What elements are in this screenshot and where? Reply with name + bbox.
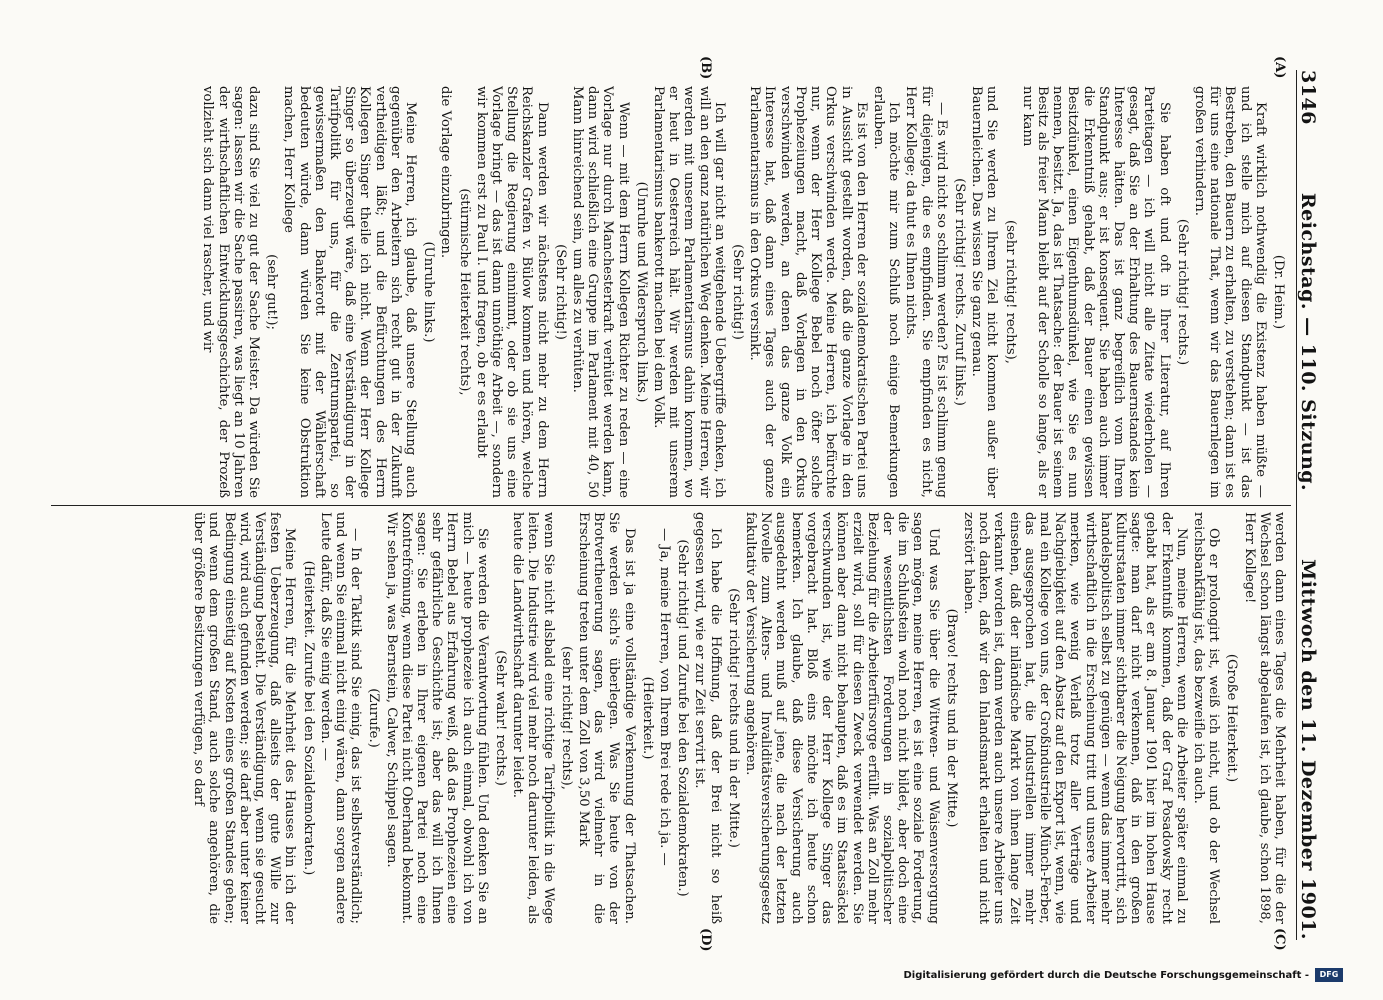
header-title: Reichstag. — 110. Sitzung. [1297, 192, 1319, 492]
margin-marker-c: (C) [1272, 928, 1287, 951]
page-header [1296, 70, 1323, 940]
paragraph: Nun, meine Herren, wenn die Arbeiter später einmal zu der Erkenntniß kommen, daß der Graf Posadowsky recht gehabt hat, als er am 8. Januar 1901 hier im hohen Hause sagte: man darf nicht verkennen, daß in den großen Kulturstaaten immer sichtbarer die Neigung hervortritt, sich handelspolitisch selbst zu genügen — wenn das immer mehr wirthschaftlich in die Erscheinung tritt und unsere Arbeiter merken, wie wenig Verlaß trotz aller Verträge und Nachgiebigkeit auf den Absatz auf den Export ist, wenn, wie mal ein Kollege von uns, der Großindustrielle Münch-Ferber, das ausgesprochen hat, die Industriellen immer mehr einsehen, daß der inländische Markt von ihnen lange Zeit verkannt worden ist, dann werden auch unsere Arbeiter uns noch danken, daß wir den Inlandsmarkt erhalten und nicht zerstört haben. [960, 512, 1189, 924]
paragraph: — In der Taktik sind Sie einig, das ist selbstverständlich; und wenn Sie einmal nicht einig wären, dann sorgen andere Leute dafür, daß Sie einig werden. — [317, 512, 364, 924]
margin-marker-d: (D) [698, 928, 713, 952]
interjection: (sehr richtig! rechts), [558, 646, 574, 790]
left-column [57, 86, 1287, 498]
paragraph: wenn Sie nicht alsbald eine richtige Tarifpolitik in die Wege leiten. Die Industrie wird viel mehr noch darunter leiden, als heute die Landwirthschaft darunter leidet. [510, 512, 556, 924]
right-column [57, 512, 1287, 924]
paragraph: — Ja, meine Herren, von Ihrem Brei rede ich ja. — [657, 528, 673, 866]
paragraph: Wenn — mit dem Herrn Kollegen Richter zu reden — eine Vorlage nur durch Manchesterkraft verhütet werden kann, dann wird schließlich eine Gruppe im Parlament mit 40, 50 Mann hinreichend sein, um alles zu verhüten. [570, 86, 631, 498]
paragraph: Meine Herren, für die Mehrheit des Hauses bin ich der festen Ueberzeugung, daß allseits der gute Wille zur Verständigung besteht. Die Verständigung, wenn sie gesucht wird, wird auch gefunden werden; sie darf aber unter keiner Bedingung einseitig auf Kosten eines großen Standes gehen; und wenn dem großen Stand, auch solche angehören, die über größere Besitzungen verfügen, so darf [191, 512, 298, 924]
interjection: (Sehr richtig!) [552, 244, 568, 340]
interjection: (Heiterkeit.) [639, 676, 655, 760]
paragraph: Ich habe die Hoffnung, daß der Brei nicht so heiß gegessen wird, wie er zur Zeit servirt ist. [692, 512, 723, 924]
interjection: (Zurufe.) [366, 688, 382, 748]
paragraph: Ob er prolongirt ist, weiß ich nicht, und ob der Wechsel reichsbankfähig ist, das bezweifle ich auch. [1190, 512, 1222, 924]
margin-marker-a: (A) [1272, 56, 1287, 79]
header-date: Mittwoch den 11. Dezember 1901. [1297, 559, 1319, 940]
interjection: (Sehr richtig! rechts.) [1174, 218, 1190, 366]
interjection: (Bravo! rechts und in der Mitte.) [943, 608, 959, 828]
interjection: (Große Heiterkeit.) [1224, 653, 1240, 783]
paragraph: Ich will gar nicht an weitgehende Uebergriffe denken, ich will an den ganz natürlichen Weg denken. Meine Herren, wir werden mit unserem Parlamentarismus dahin kommen, wo er heut in Oesterreich hält. Wir werden mit unserem Parlamentarismus bankerott machen bei dem Volk. [651, 86, 727, 498]
interjection: (Heiterkeit. Zurufe bei den Sozialdemokraten.) [300, 560, 316, 876]
interjection: (sehr gut!); [264, 254, 280, 330]
interjection: (Unruhe links.) [421, 241, 437, 343]
column-divider [51, 505, 1291, 506]
paragraph: dazu sind Sie viel zu gut der Sache Meister. Da würden Sie sagen: lassen wir die Sache passiren, was liegt an 10 Jahren der wirthschaftlichen Entwicklungsgeschichte, der Prozeß vollzieht sich dann viel rascher, und wir [200, 86, 261, 498]
paragraph: Meine Herren, ich glaube, daß unsere Stellung auch gegenüber den Arbeitern sich recht gut in der Zukunft vertheidigen läßt; und die Befürchtungen des Herrn Kollegen Singer theile ich nicht. Wenn der Herr Kollege Singer so überzeugt wäre, daß eine Verständigung in der Tarifpolitik für uns, für die Zentrumspartei, so gewissermaßen den Bankerott mit der Wählerschaft bedeuten würde, dann würden Sie keine Obstruktion machen, Herr Kollege [281, 86, 419, 498]
footer-credit: Digitalisierung gefördert durch die Deutsche Forschungsgemeinschaft - [903, 969, 1309, 981]
paragraph: die Vorlage einzubringen. [438, 86, 454, 259]
interjection: (Dr. Heim.) [1271, 254, 1286, 330]
paragraph: Es ist von den Herren der sozialdemokratischen Partei uns in Aussicht gestellt worden, daß die ganze Vorlage in den Orkus verschwinden werde. Meine Herren, ich befürchte nur, wenn der Herr Kollege Bebel noch öfter solche Prophezeiungen macht, daß Vorlagen in den Orkus verschwinden werden, an denen das ganze Volk ein Interesse hat, daß dann eines Tages auch der ganze Parlamentarismus in den Orkus versinkt. [747, 86, 869, 498]
paragraph: Das ist ja eine vollständige Verkennung der Thatsachen. Sie werden sich's überlegen. Was Sie heute von der Brotvertheuerung sagen, das wird vielmehr in die Erscheinung treten unter dem Zoll von 3,50 Mark [576, 512, 637, 924]
paragraph: und Sie werden zu Ihrem Ziel nicht kommen außer über Bauernleichen. Das wissen Sie ganz genau. [969, 86, 1000, 498]
page-footer [70, 968, 1343, 982]
interjection: (Unruhe und Widerspruch links.) [633, 181, 649, 403]
interjection: (Sehr richtig! rechts und in der Mitte.) [725, 588, 741, 848]
interjection: (Sehr richtig! rechts. Zuruf links.) [951, 178, 967, 406]
paragraph: werden dann eines Tages die Mehrheit haben, für die der Wechsel schon längst abgelaufen ist, ich glaube, schon 1898, Herr Kollege! [1241, 512, 1287, 924]
margin-marker-b: (B) [698, 56, 713, 80]
paragraph: Kraft wirklich nothwendig die Existenz haben müßte — und ich stelle mich auf diesen Standpunkt — ist das Bestreben, den Bauern zu erhalten, zu verstehen; dann ist es für uns eine nationale That, wenn wir das Bauernlegen im großen verhindern. [1191, 86, 1268, 498]
paragraph: Sie werden die Verantwortung fühlen. Und denken Sie an mich — heute prophezeie ich auch einmal, obwohl ich von Herrn Bebel aus Erfahrung weiß, daß das Prophezeien eine sehr gefährliche Geschichte ist; aber das will ich Ihnen sagen: Sie erleben in Ihrer eigenen Partei noch eine Kontrefrömung, wenn diese Partei nicht Oberhand bekommt. Wir sehen ja, was Bernstein, Calwer, Schippel sagen. [383, 512, 490, 924]
paragraph: Ich möchte mir zum Schluß noch einige Bemerkungen erlauben. [870, 86, 902, 498]
interjection: (Sehr wahr! rechts.) [493, 650, 509, 786]
paragraph: Dann werden wir nächstens nicht mehr zu dem Herrn Reichskanzler Grafen v. Bülow kommen und hören, welche Stellung die Regierung einnimmt, oder ob sie uns eine Vorlage bringt — das ist dann unnöthige Arbeit —, sondern wir kommen erst zu Paul I. und fragen, ob er es erlaubt [473, 86, 550, 498]
interjection: (stürmische Heiterkeit rechts), [456, 188, 472, 396]
interjection: (sehr richtig! rechts), [1002, 220, 1018, 364]
interjection: (Sehr richtig!) [730, 244, 746, 340]
paragraph: Sie haben oft und oft in Ihrer Literatur, auf Ihren Parteitagen — ich will nicht alle Zitate wiederholen — gesagt, daß Sie an der Erhaltung des Bauernstandes kein Interesse hätten. Das ist ganz begreiflich vom Ihrem Standpunkt aus; er ist konsequent. Sie haben auch immer die Erkenntniß gehabt, daß der Bauer einen gewissen Besitzdünkel, einen Eigenthumsdünkel, wie Sie es nun nennen, besitzt. Ja, das ist Thatsache: der Bauer ist seinem Besitz als freier Mann bleibt auf der Scholle so lange, als er nur kann [1019, 86, 1172, 498]
paragraph: Und was Sie über die Wittwen- und Waisenversorgung sagen mögen, meine Herren, es ist eine soziale Forderung, die im Schlußstein wohl noch nicht bildet, aber doch eine der wesentlichsten Forderungen in sozialpolitischer Beziehung für die Arbeiterfürsorge erfüllt. Was an Zoll mehr erzielt wird, soll für diesen Zweck verwendet werden. Sie können aber dann nicht behaupten, daß es im Staatssäckel verschwunden ist, wie der Herr Kollege Singer das vorgebracht hat. Bloß eins möchte ich heute schon bemerken. Ich glaube, daß diese Versicherung auch ausgedehnt werden muß auf jene, die nach der letzten Novelle zum Alters- und Invaliditätsversicherungsgesetz fakultativ der Versicherung angehören. [743, 512, 941, 924]
paragraph: — Es wird nicht so schlimm werden? Es ist schlimm genug für diejenigen, die es empfinden. Sie empfinden es nicht, Herr Kollege; da thut es Ihnen nichts. [903, 86, 949, 498]
dfg-logo-icon: DFG [1315, 968, 1343, 982]
page-number: 3146 [1297, 70, 1319, 125]
interjection: (Sehr richtig! und Zurufe bei den Sozialdemokraten.) [675, 539, 691, 897]
